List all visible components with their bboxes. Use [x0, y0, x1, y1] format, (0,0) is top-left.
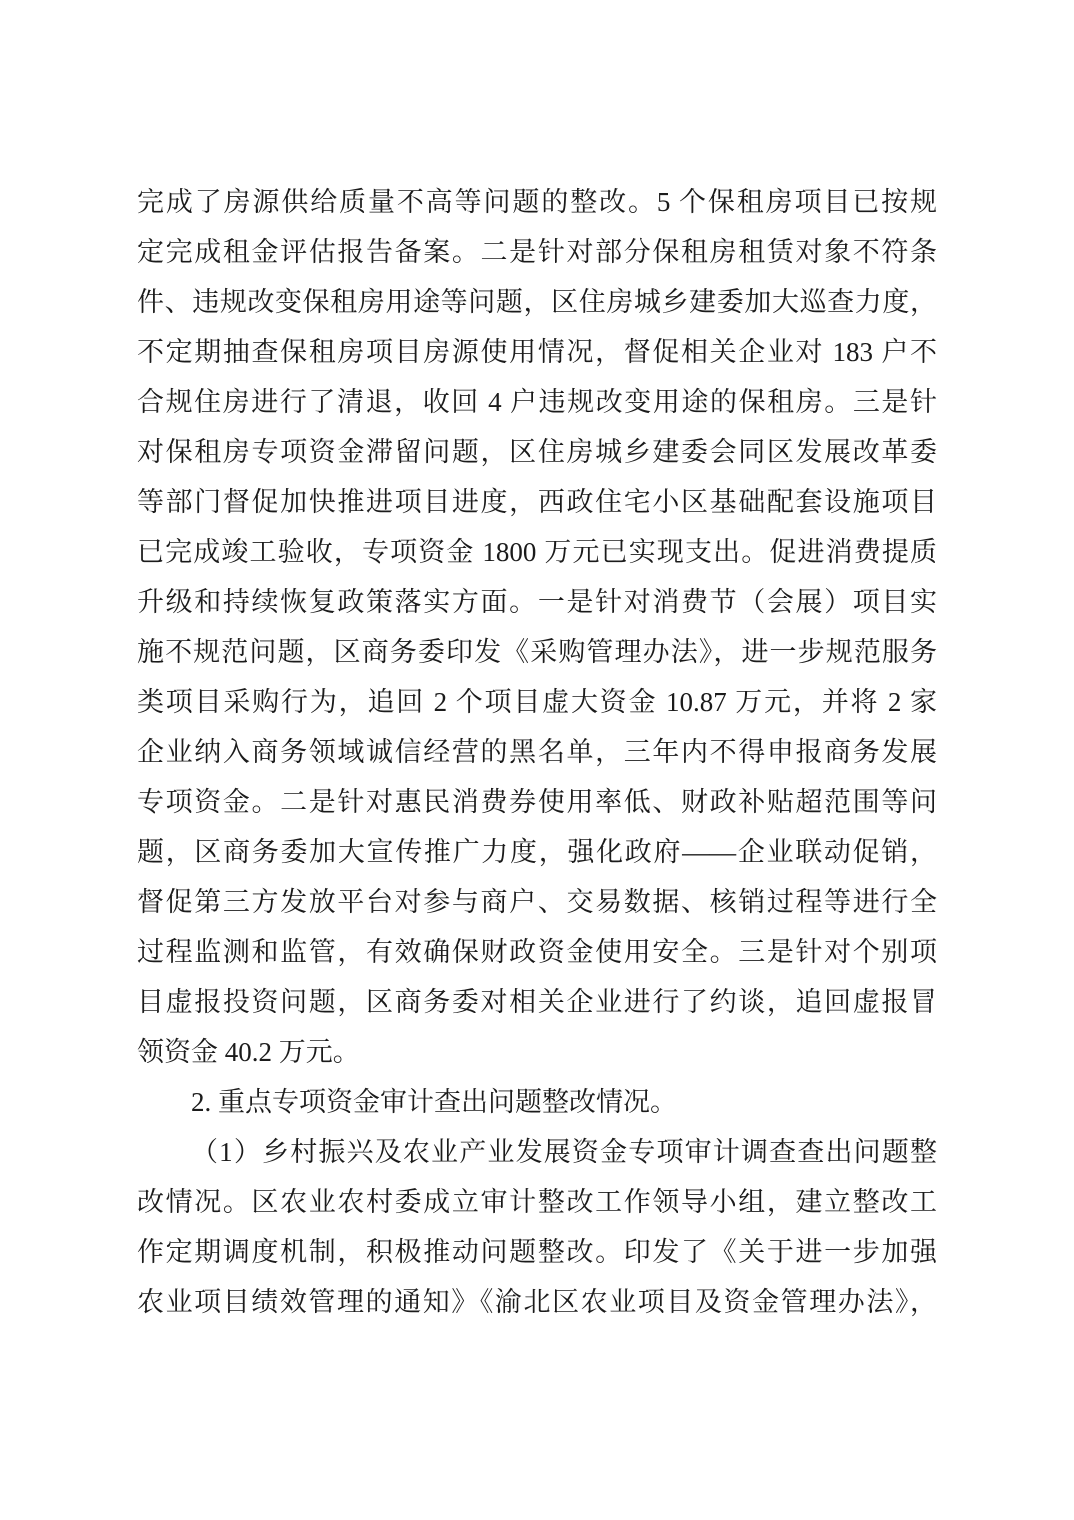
text-line: 件、违规改变保租房用途等问题，区住房城乡建委加大巡查力度，	[137, 287, 937, 317]
text-line: 领资金 40.2 万元。	[137, 1037, 360, 1067]
text-line: 合规住房进行了清退，收回 4 户违规改变用途的保租房。三是针	[137, 387, 937, 417]
text-line: 过程监测和监管，有效确保财政资金使用安全。三是针对个别项	[137, 937, 937, 967]
text-line: 目虚报投资问题，区商务委对相关企业进行了约谈，追回虚报冒	[137, 987, 937, 1017]
text-line: 施不规范问题，区商务委印发《采购管理办法》，进一步规范服务	[137, 637, 937, 667]
text-line: （1）乡村振兴及农业产业发展资金专项审计调查查出问题整	[191, 1137, 937, 1167]
text-line: 题，区商务委加大宣传推广力度，强化政府——企业联动促销，	[137, 837, 937, 867]
text-line: 类项目采购行为，追回 2 个项目虚大资金 10.87 万元，并将 2 家	[137, 687, 937, 717]
text-line: 等部门督促加快推进项目进度，西政住宅小区基础配套设施项目	[137, 487, 937, 517]
text-line: 督促第三方发放平台对参与商户、交易数据、核销过程等进行全	[137, 887, 937, 917]
text-line: 专项资金。二是针对惠民消费券使用率低、财政补贴超范围等问	[137, 787, 937, 817]
text-line: 2. 重点专项资金审计查出问题整改情况。	[191, 1087, 677, 1117]
text-line: 已完成竣工验收，专项资金 1800 万元已实现支出。促进消费提质	[137, 537, 937, 567]
text-line: 对保租房专项资金滞留问题，区住房城乡建委会同区发展改革委	[137, 437, 937, 467]
text-line: 升级和持续恢复政策落实方面。一是针对消费节（会展）项目实	[137, 587, 937, 617]
text-line: 改情况。区农业农村委成立审计整改工作领导小组，建立整改工	[137, 1187, 937, 1217]
document-body	[137, 177, 937, 1327]
text-line: 完成了房源供给质量不高等问题的整改。5 个保租房项目已按规	[137, 187, 937, 217]
text-line: 不定期抽查保租房项目房源使用情况，督促相关企业对 183 户不	[137, 337, 937, 367]
text-line: 农业项目绩效管理的通知》《渝北区农业项目及资金管理办法》，	[137, 1287, 937, 1317]
text-line: 企业纳入商务领域诚信经营的黑名单，三年内不得申报商务发展	[137, 737, 937, 767]
text-line: 作定期调度机制，积极推动问题整改。印发了《关于进一步加强	[137, 1237, 937, 1267]
text-line: 定完成租金评估报告备案。二是针对部分保租房租赁对象不符条	[137, 237, 937, 267]
